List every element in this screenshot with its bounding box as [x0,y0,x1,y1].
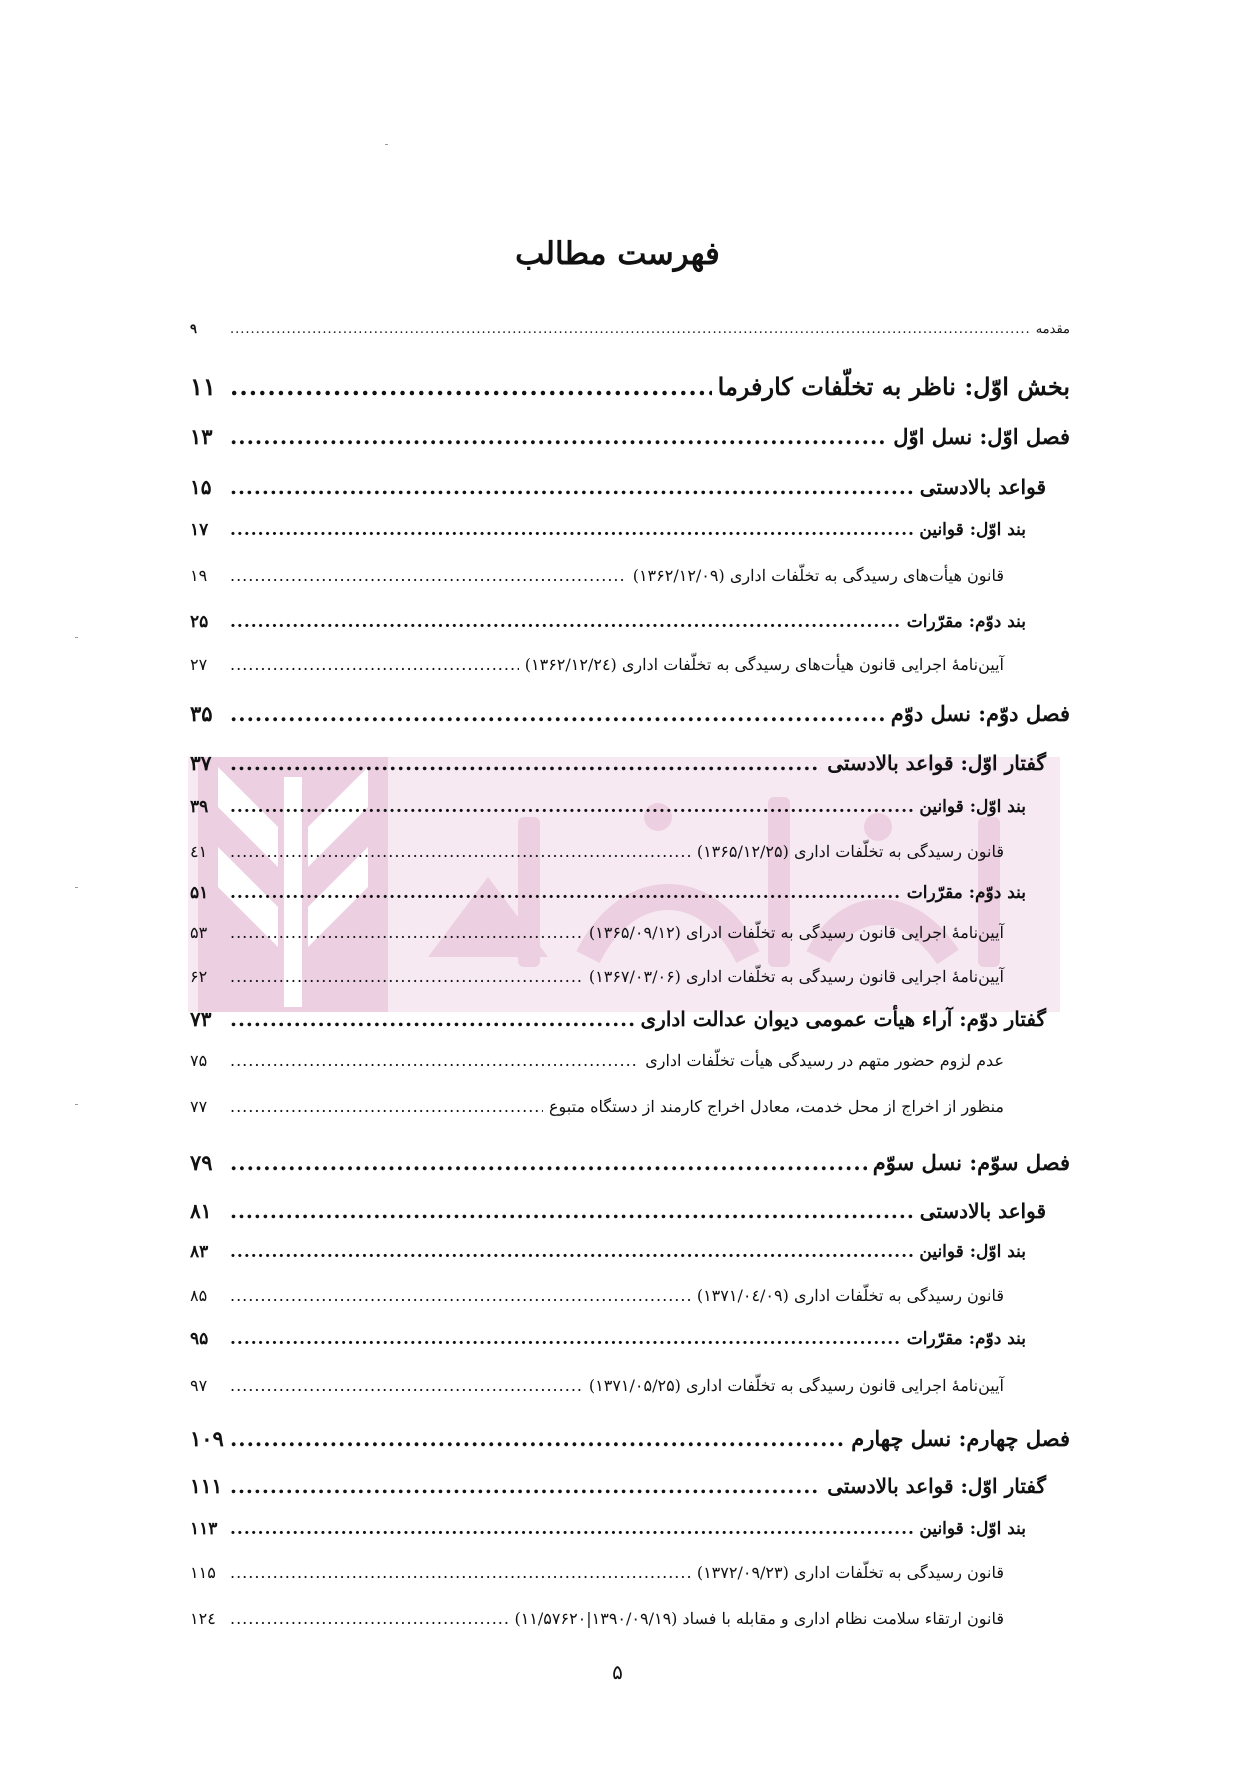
toc-entry [190,1242,1026,1262]
toc-entry [190,751,1046,775]
toc-entry [190,520,1026,540]
toc-entry-title: قانون رسیدگی به تخلّفات اداری (۱۳۷۱/۰٤/۰۹) [696,1286,1004,1305]
toc-entry-page: ۲۵ [190,612,209,632]
toc-entry [190,1007,1046,1031]
toc-entry-title: بند اوّل: قوانین [919,797,1026,817]
toc-entry [190,1199,1046,1223]
toc-entry-page: ۵۳ [190,923,208,942]
toc-entry [190,424,1070,449]
toc-dot-leader [230,1150,867,1175]
toc-entry [190,475,1046,499]
toc-entry-title: قواعد بالادستی [919,475,1046,499]
toc-entry-page: ۱۵ [190,475,212,499]
toc-entry [190,842,1004,861]
toc-dot-leader [230,842,691,861]
toc-entry-page: ۷۹ [190,1150,213,1175]
toc-entry-page: ۱۱۳ [190,1519,218,1539]
toc-dot-leader [230,1242,913,1262]
toc-entry-title: بند اوّل: قوانین [919,1242,1026,1262]
toc-entry-title: آیین‌نامۀ اجرایی قانون رسیدگی به تخلّفات اداری (۱۳۷۱/۰۵/۲۵) [588,1376,1004,1395]
toc-dot-leader [230,923,583,942]
toc-entry-title: مقدمه [1035,322,1070,337]
toc-entry-page: ۱۲٤ [190,1609,216,1628]
scan-speck [385,144,388,145]
toc-entry [190,1097,1004,1116]
toc-dot-leader [230,883,901,903]
scan-speck [75,637,78,638]
toc-dot-leader [230,1519,913,1539]
toc-entry-title: آیین‌نامۀ اجرایی قانون رسیدگی به تخلّفات اداری (۱۳۶۷/۰۳/۰۶) [588,967,1004,986]
toc-entry-title: آیین‌نامۀ اجرایی قانون رسیدگی به تخلّفات ادرای (۱۳۶۵/۰۹/۱۲) [588,923,1004,942]
toc-entry-page: ۹۵ [190,1329,209,1349]
toc-dot-leader [230,967,583,986]
toc-dot-leader [230,751,821,775]
toc-entry [190,967,1004,986]
toc-entry-title: بند دوّم: مقرّرات [906,1329,1026,1349]
toc-entry-page: ۹۷ [190,1376,208,1395]
toc-dot-leader [230,372,712,401]
toc-dot-leader [230,1563,691,1582]
toc-entry [190,797,1026,817]
toc-entry-title: بند دوّم: مقرّرات [906,612,1026,632]
toc-entry [190,1609,1004,1628]
scan-speck [75,1104,78,1105]
toc-entry-page: ۵۱ [190,883,209,903]
page-number: ۵ [612,1660,623,1684]
toc-entry-page: ۲۷ [190,655,208,674]
toc-entry [190,1051,1004,1070]
toc-entry-title: بند دوّم: مقرّرات [906,883,1026,903]
toc-entry-title: گفتار دوّم: آراء هیأت عمومی دیوان عدالت اداری [640,1007,1046,1031]
toc-dot-leader [230,1376,583,1395]
toc-entry-title: بند اوّل: قوانین [919,520,1026,540]
page-title: فهرست مطالب [515,236,720,272]
toc-entry-page: ۱۱۱ [190,1474,223,1498]
toc-entry-page: ۱۰۹ [190,1426,224,1451]
toc-entry-page: ۸۳ [190,1242,209,1262]
toc-entry-page: ۶۲ [190,967,208,986]
toc-entry-title: فصل سوّم: نسل سوّم [872,1150,1070,1175]
toc-dot-leader [230,612,901,632]
toc-entry-title: منظور از اخراج از محل خدمت، معادل اخراج کارمند از دستگاه متبوع [548,1097,1004,1116]
toc-entry-page: ۱۱ [190,372,216,401]
toc-entry-page: ٤۱ [190,842,208,861]
toc-entry-title: فصل دوّم: نسل دوّم [890,701,1070,726]
toc-dot-leader [230,797,913,817]
toc-entry-title: قواعد بالادستی [919,1199,1046,1223]
toc-entry [190,612,1026,632]
toc-entry-title: قانون ارتقاء سلامت نظام اداری و مقابله با فساد (۱۳۹۰/۰۹/۱۹|۱۱/۵۷۶۲۰) [514,1609,1004,1628]
toc-dot-leader [230,1007,635,1031]
toc-entry-page: ۳۷ [190,751,212,775]
toc-entry-page: ۸۵ [190,1286,208,1305]
toc-entry-page: ۱۳ [190,424,213,449]
toc-entry [190,372,1070,401]
toc-entry-page: ۱۹ [190,566,208,585]
toc-dot-leader [230,1329,901,1349]
toc-entry [190,655,1004,674]
toc-entry [190,1286,1004,1305]
toc-entry-title: قانون رسیدگی به تخلّفات اداری (۱۳۷۲/۰۹/۲۳) [696,1563,1004,1582]
toc-entry-title: قانون رسیدگی به تخلّفات اداری (۱۳۶۵/۱۲/۲۵) [696,842,1004,861]
toc-entry [190,923,1004,942]
toc-entry [190,1563,1004,1582]
toc-entry-page: ۱۷ [190,520,209,540]
toc-dot-leader [230,520,913,540]
toc-entry-page: ۷۳ [190,1007,212,1031]
toc-dot-leader [230,1286,691,1305]
toc-entry-title: گفتار اوّل: قواعد بالادستی [827,751,1046,775]
toc-entry [190,1474,1046,1498]
scan-speck [75,887,78,888]
toc-entry [190,1329,1026,1349]
toc-entry-page: ۸۱ [190,1199,212,1223]
toc-entry-title: قانون هیأت‌های رسیدگی به تخلّفات اداری (۱۳۶۲/۱۲/۰۹) [632,566,1004,585]
toc-entry [190,883,1026,903]
toc-dot-leader [230,424,887,449]
toc-entry [190,566,1004,585]
toc-entry [190,1426,1070,1451]
toc-entry-page: ۳۹ [190,797,209,817]
toc-entry-page: ۳۵ [190,701,213,726]
toc-entry-title: بخش اوّل: ناظر به تخلّفات کارفرما [717,372,1070,401]
toc-entry [190,322,1070,337]
toc-entry-title: فصل چهارم: نسل چهارم [851,1426,1070,1451]
toc-dot-leader [230,1051,639,1070]
toc-entry-page: ۷۷ [190,1097,208,1116]
toc-entry [190,1150,1070,1175]
toc-entry [190,1519,1026,1539]
toc-dot-leader [230,1097,543,1116]
toc-dot-leader [230,1609,508,1628]
toc-dot-leader [230,475,914,499]
toc-dot-leader [230,566,627,585]
toc-entry-page: ۷۵ [190,1051,208,1070]
toc-entry-title: بند اوّل: قوانین [919,1519,1026,1539]
toc-entry-title: گفتار اوّل: قواعد بالادستی [827,1474,1046,1498]
toc-dot-leader [230,1199,914,1223]
toc-entry [190,1376,1004,1395]
toc-entry-page: ۱۱۵ [190,1563,216,1582]
toc-dot-leader [230,701,885,726]
toc-entry [190,701,1070,726]
toc-dot-leader [230,1426,845,1451]
toc-dot-leader [230,655,519,674]
toc-entry-title: آیین‌نامۀ اجرایی قانون هیأت‌های رسیدگی به تخلّفات اداری (۱۳۶۲/۱۲/۲٤) [524,655,1004,674]
toc-entry-page: ۹ [190,322,197,337]
toc-entry-title: فصل اوّل: نسل اوّل [893,424,1070,449]
toc-entry-title: عدم لزوم حضور متهم در رسیدگی هیأت تخلّفات اداری [645,1051,1004,1070]
toc-dot-leader [230,322,1030,337]
toc-dot-leader [230,1474,821,1498]
